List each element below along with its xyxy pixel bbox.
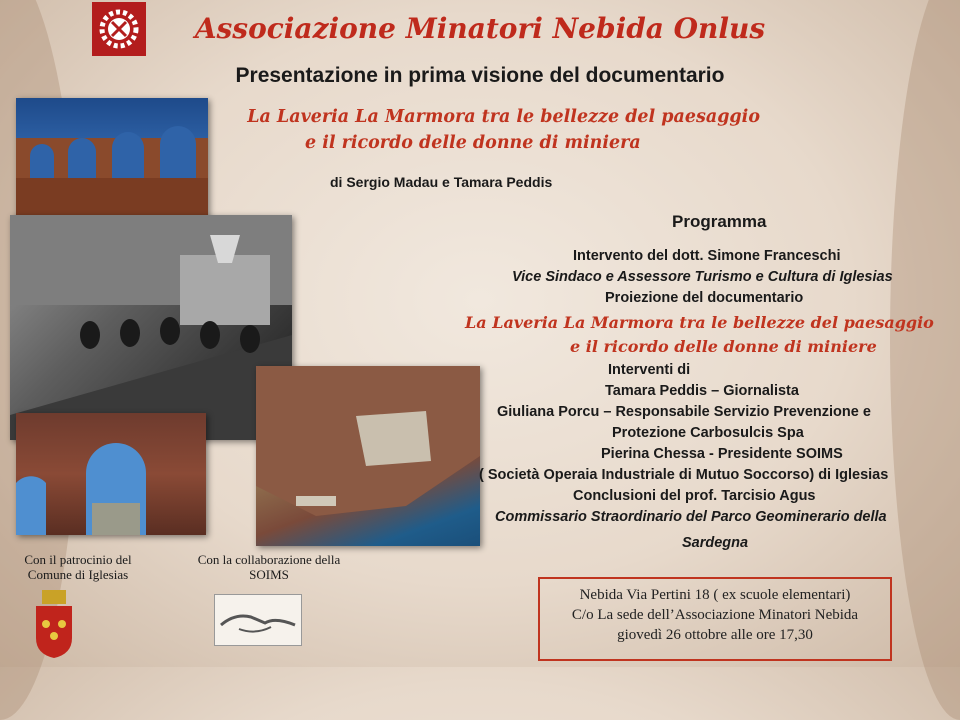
photo-arch-ruins [16, 413, 206, 535]
program-line: Intervento del dott. Simone Franceschi [573, 248, 841, 264]
patronage-comune-line2: Comune di Iglesias [27, 567, 129, 582]
authors: di Sergio Madau e Tamara Peddis [330, 174, 553, 190]
program-line: Commissario Straordinario del Parco Geominerario della [495, 509, 887, 525]
program-heading: Programma [672, 212, 767, 231]
photo-arches [16, 98, 208, 226]
event-datetime: giovedì 26 ottobre alle ore 17,30 [617, 627, 813, 643]
patronage-soims [184, 552, 354, 582]
program-line: Vice Sindaco e Assessore Turismo e Cultura di Iglesias [512, 269, 893, 285]
event-venue: C/o La sede dell’Associazione Minatori Nebida [571, 607, 859, 623]
documentary-title-line2: e il ricordo delle donne di miniera [305, 133, 641, 153]
documentary-title-line1: La Laveria La Marmora tra le bellezze del paesaggio [247, 107, 760, 127]
program-line: Interventi di [608, 362, 691, 378]
program-line: Protezione Carbosulcis Spa [612, 425, 804, 441]
association-title: Associazione Minatori Nebida Onlus [194, 12, 766, 45]
patronage-comune [12, 552, 144, 582]
program-line: Proiezione del documentario [605, 290, 804, 306]
program-line-documentary-1: La Laveria La Marmora tra le bellezze del paesaggio [465, 313, 934, 332]
coat-of-arms-icon [34, 590, 74, 658]
presentation-subtitle: Presentazione in prima visione del documentario [235, 64, 725, 87]
photo-mine-workers [10, 215, 292, 440]
program-line: Tamara Peddis – Giornalista [605, 383, 799, 399]
program-line: Conclusioni del prof. Tarcisio Agus [573, 488, 816, 504]
handshake-icon [214, 594, 302, 646]
event-info-box [538, 577, 892, 661]
program-line: ( Società Operaia Industriale di Mutuo Soccorso) di Iglesias [479, 467, 889, 483]
background-curve-right [890, 0, 960, 720]
event-address: Nebida Via Pertini 18 ( ex scuole elementari) [579, 587, 851, 603]
program-line: Pierina Chessa - Presidente SOIMS [601, 446, 843, 462]
documentary-title [200, 104, 760, 156]
program-line-documentary-2: e il ricordo delle donne di miniere [570, 337, 877, 356]
patronage-soims-line2: SOIMS [249, 567, 289, 582]
photo-coastline-aerial [256, 366, 480, 546]
patronage-soims-line1: Con la collaborazione della [197, 552, 341, 567]
program-line: Giuliana Porcu – Responsabile Servizio Prevenzione e [497, 404, 871, 420]
program-line: Sardegna [682, 535, 749, 551]
patronage-comune-line1: Con il patrocinio del [24, 552, 132, 567]
